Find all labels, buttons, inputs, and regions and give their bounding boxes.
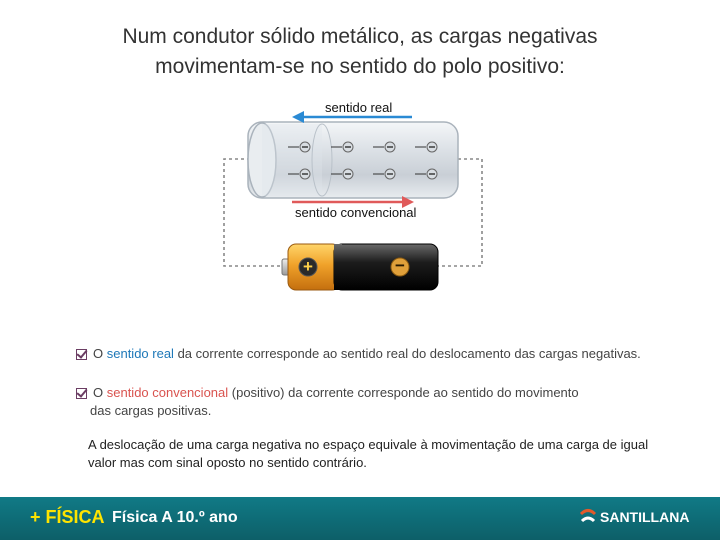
bullet-2-highlight: sentido convencional bbox=[106, 385, 229, 400]
battery-plus-sign: + bbox=[303, 257, 313, 276]
paragraph-line-1: A deslocação de uma carga negativa no espaço equivale à movimentação de uma carga de igual bbox=[88, 437, 649, 452]
bullet-1-prefix: O bbox=[93, 346, 107, 361]
bullet-2-suffix: (positivo) da corrente corresponde ao sentido do movimento bbox=[228, 385, 579, 400]
metal-conductor bbox=[248, 122, 458, 198]
bullet-1-highlight: sentido real bbox=[106, 346, 174, 361]
battery-minus-sign: − bbox=[395, 256, 405, 275]
footer-book-title: Física A 10.º ano bbox=[112, 509, 238, 526]
paragraph-line-2: valor mas com sinal oposto no sentido contrário. bbox=[88, 455, 367, 470]
footer-publisher: SANTILLANA bbox=[600, 509, 690, 525]
footer-bar bbox=[0, 497, 720, 540]
bullet-real-direction bbox=[76, 345, 641, 363]
bullet-1-suffix: da corrente corresponde ao sentido real do deslocamento das cargas negativas. bbox=[173, 346, 641, 361]
label-conventional-direction: sentido convencional bbox=[295, 205, 417, 220]
checkbox-icon bbox=[76, 388, 87, 399]
title-line-2: movimentam-se no sentido do polo positivo: bbox=[155, 55, 565, 78]
bullet-conventional-direction bbox=[76, 384, 579, 420]
bullet-2-line-2: das cargas positivas. bbox=[90, 403, 212, 418]
title-line-1: Num condutor sólido metálico, as cargas negativas bbox=[122, 25, 598, 48]
bullet-2-prefix: O bbox=[93, 385, 107, 400]
checkbox-icon bbox=[76, 349, 87, 360]
explanation-paragraph bbox=[88, 436, 688, 472]
footer-subject: + FÍSICA bbox=[30, 507, 105, 527]
publisher-logo-icon bbox=[578, 508, 598, 528]
label-real-direction: sentido real bbox=[325, 100, 393, 115]
